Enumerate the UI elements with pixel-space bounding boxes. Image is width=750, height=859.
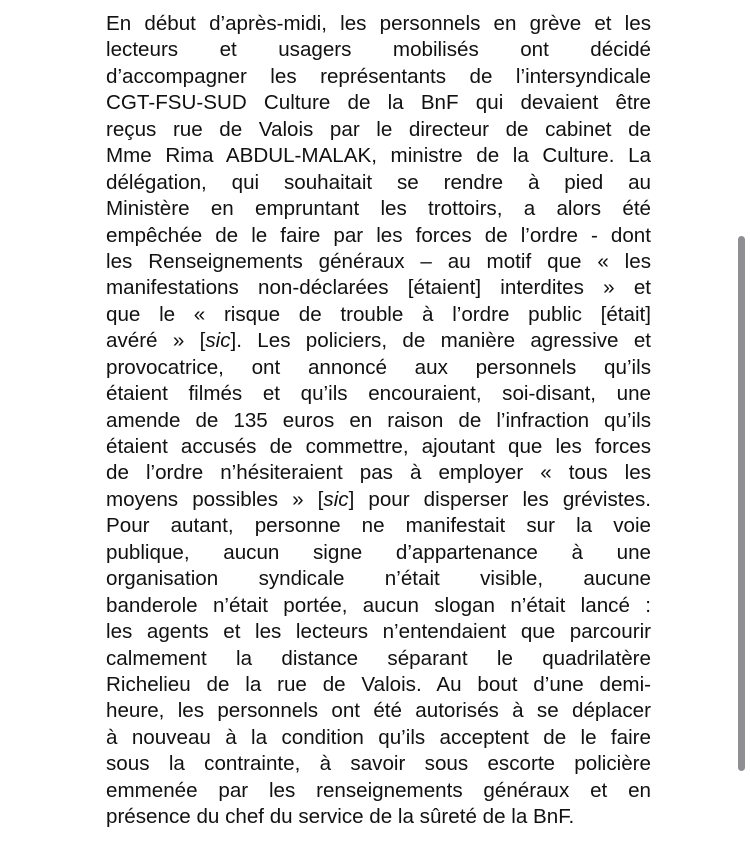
text-line: empêchée de le faire par les forces de l’ordre - dont [106, 223, 651, 247]
italic-sic: sic [323, 487, 349, 511]
text-line: emmenée par les renseignements généraux et en [106, 778, 651, 802]
text-line: présence du chef du service de la sûreté de la BnF. [106, 805, 575, 829]
text-line: provocatrice, ont annoncé aux personnels qu’ils [106, 355, 651, 379]
text-segment: moyens possibles » [ [106, 487, 324, 511]
text-line: manifestations non-déclarées [étaient] interdites » et [106, 276, 651, 300]
body-paragraph [106, 11, 651, 831]
text-line: sous la contrainte, à savoir sous escorte policière [106, 752, 651, 776]
text-line: les agents et les lecteurs n’entendaient que parcourir [106, 620, 651, 644]
text-line: En début d’après-midi, les personnels en grève et les [106, 12, 651, 35]
text-line: que le « risque de trouble à l’ordre public [était] [106, 302, 651, 326]
text-line: étaient filmés et qu’ils encouraient, soi-disant, une [106, 382, 651, 406]
text-line: heure, les personnels ont été autorisés à se déplacer [106, 699, 651, 723]
text-line: organisation syndicale n’était visible, aucune [106, 567, 651, 591]
text-line: calmement la distance séparant le quadrilatère [106, 646, 651, 670]
text-line: d’accompagner les représentants de l’intersyndicale [106, 64, 651, 88]
text-line: Pour autant, personne ne manifestait sur la voie [106, 514, 651, 538]
text-line [106, 328, 651, 354]
text-line [106, 487, 651, 513]
text-segment: avéré » [ [106, 329, 206, 353]
text-line: de l’ordre n’hésiteraient pas à employer « tous les [106, 461, 651, 485]
text-line: lecteurs et usagers mobilisés ont décidé [106, 38, 651, 62]
text-line: les Renseignements généraux – au motif que « les [106, 249, 651, 273]
text-line: CGT-FSU-SUD Culture de la BnF qui devaient être [106, 91, 651, 115]
text-segment: ] pour disperser les grévistes. [348, 487, 651, 511]
text-line: amende de 135 euros en raison de l’infraction qu’ils [106, 408, 651, 432]
text-line: banderole n’était portée, aucun slogan n’était lancé : [106, 593, 651, 617]
text-line: Ministère en empruntant les trottoirs, a alors été [106, 197, 651, 221]
text-line: publique, aucun signe d’appartenance à une [106, 540, 651, 564]
text-line: reçus rue de Valois par le directeur de cabinet de [106, 117, 651, 141]
italic-sic: sic [205, 329, 231, 353]
text-line: Mme Rima ABDUL-MALAK, ministre de la Culture. La [106, 144, 651, 168]
text-line: Richelieu de la rue de Valois. Au bout d’une demi- [106, 672, 651, 696]
text-line: délégation, qui souhaitait se rendre à pied au [106, 170, 651, 194]
text-segment: ]. Les policiers, de manière agressive et [230, 329, 651, 353]
text-line: à nouveau à la condition qu’ils acceptent de le faire [106, 725, 651, 749]
vertical-scrollbar[interactable] [738, 236, 745, 771]
text-line: étaient accusés de commettre, ajoutant que les forces [106, 435, 651, 458]
